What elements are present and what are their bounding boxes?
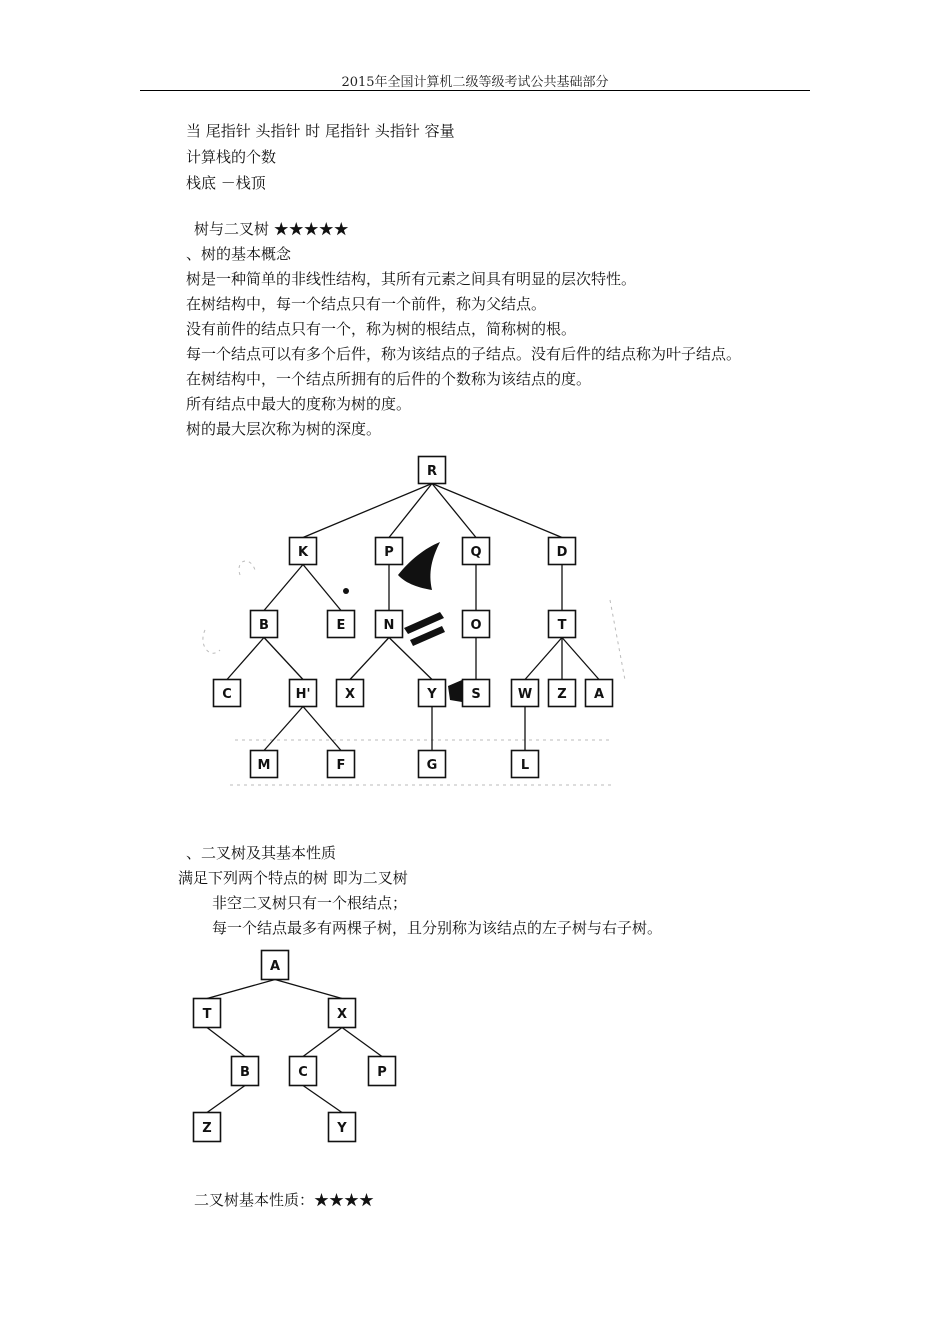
tree-node-label: Y [337,1121,347,1136]
tree-node-label: Z [557,687,567,702]
binary-tree-point-1: 非空二叉树只有一个根结点； [212,894,408,912]
tree-edge [207,980,275,999]
stack-line-1: 当 尾指针 头指针 时 尾指针 头指针 容量 [186,122,455,140]
tree-text-line-1: 树是一种简单的非线性结构，其所有元素之间具有明显的层次特性。 [186,270,637,288]
tree-section-heading: 树与二叉树 ★★★★★ [194,220,349,238]
tree-node-label: E [336,618,346,633]
tree-node-label: F [336,758,346,773]
tree-node-label: O [470,618,482,633]
tree-node-label: X [344,687,356,702]
tree-node-label: N [383,618,395,633]
tree-edge [303,1086,342,1113]
tree-text-line-6: 所有结点中最大的度称为树的度。 [186,395,412,413]
tree-node-label: Y [427,687,437,702]
tree-text-line-4: 每一个结点可以有多个后件，称为该结点的子结点。没有后件的结点称为叶子结点。 [186,345,742,363]
tree-node-label: G [426,758,438,773]
tree-edge [342,1028,382,1057]
tree-node-label: B [240,1065,250,1080]
tree-edge [303,1028,342,1057]
tree-node-label: R [426,464,438,479]
tree-edge [275,980,342,999]
tree-node-c [290,1057,317,1086]
tree-node-label: S [471,687,481,702]
tree-edge [207,1086,245,1113]
header-title: 2015年全国计算机二级等级考试公共基础部分 [341,75,609,90]
tree-node-label: C [222,687,232,702]
tree-node-a [262,951,289,980]
binary-tree-point-2: 每一个结点最多有两棵子树，且分别称为该结点的左子树与右子树。 [212,919,663,937]
tree-node-label: T [202,1007,212,1022]
tree-node-label: A [269,959,281,974]
tree-node-label: D [556,545,568,560]
binary-tree-properties-heading: 二叉树基本性质：★★★★ [194,1191,375,1209]
tree-node-label: X [336,1007,348,1022]
tree-node-label: K [297,545,309,560]
tree-node-b [232,1057,259,1086]
tree-node-t [194,999,221,1028]
stack-line-3: 栈底 －栈顶 [186,174,266,192]
tree-node-label: L [520,758,530,773]
tree-node-label: H' [295,687,311,702]
tree-node-label: W [517,687,533,702]
tree-text-line-7: 树的最大层次称为树的深度。 [186,420,382,438]
tree-node-label: M [257,758,271,773]
tree-node-label: P [377,1065,387,1080]
tree-edge [207,1028,245,1057]
tree-node-y [329,1113,356,1142]
binary-tree-intro: 满足下列两个特点的树 即为二叉树 [178,869,408,887]
stack-line-2: 计算栈的个数 [186,148,277,166]
tree-node-x [329,999,356,1028]
tree-node-label: C [298,1065,308,1080]
tree-node-label: T [557,618,567,633]
tree-node-label: Z [202,1121,212,1136]
tree-text-line-5: 在树结构中，一个结点所拥有的后件的个数称为该结点的度。 [186,370,592,388]
tree-node-label: P [384,545,394,560]
tree-node-label: A [593,687,605,702]
tree-text-line-3: 没有前件的结点只有一个，称为树的根结点，简称树的根。 [186,320,577,338]
tree-node-label: B [259,618,269,633]
tree-basic-concept-heading: 、树的基本概念 [186,245,292,263]
tree-node-label: Q [470,545,482,560]
tree-node-z [194,1113,221,1142]
tree-node-p [369,1057,396,1086]
tree-text-line-2: 在树结构中，每一个结点只有一个前件，称为父结点。 [186,295,547,313]
binary-tree-heading: 、二叉树及其基本性质 [186,844,337,862]
